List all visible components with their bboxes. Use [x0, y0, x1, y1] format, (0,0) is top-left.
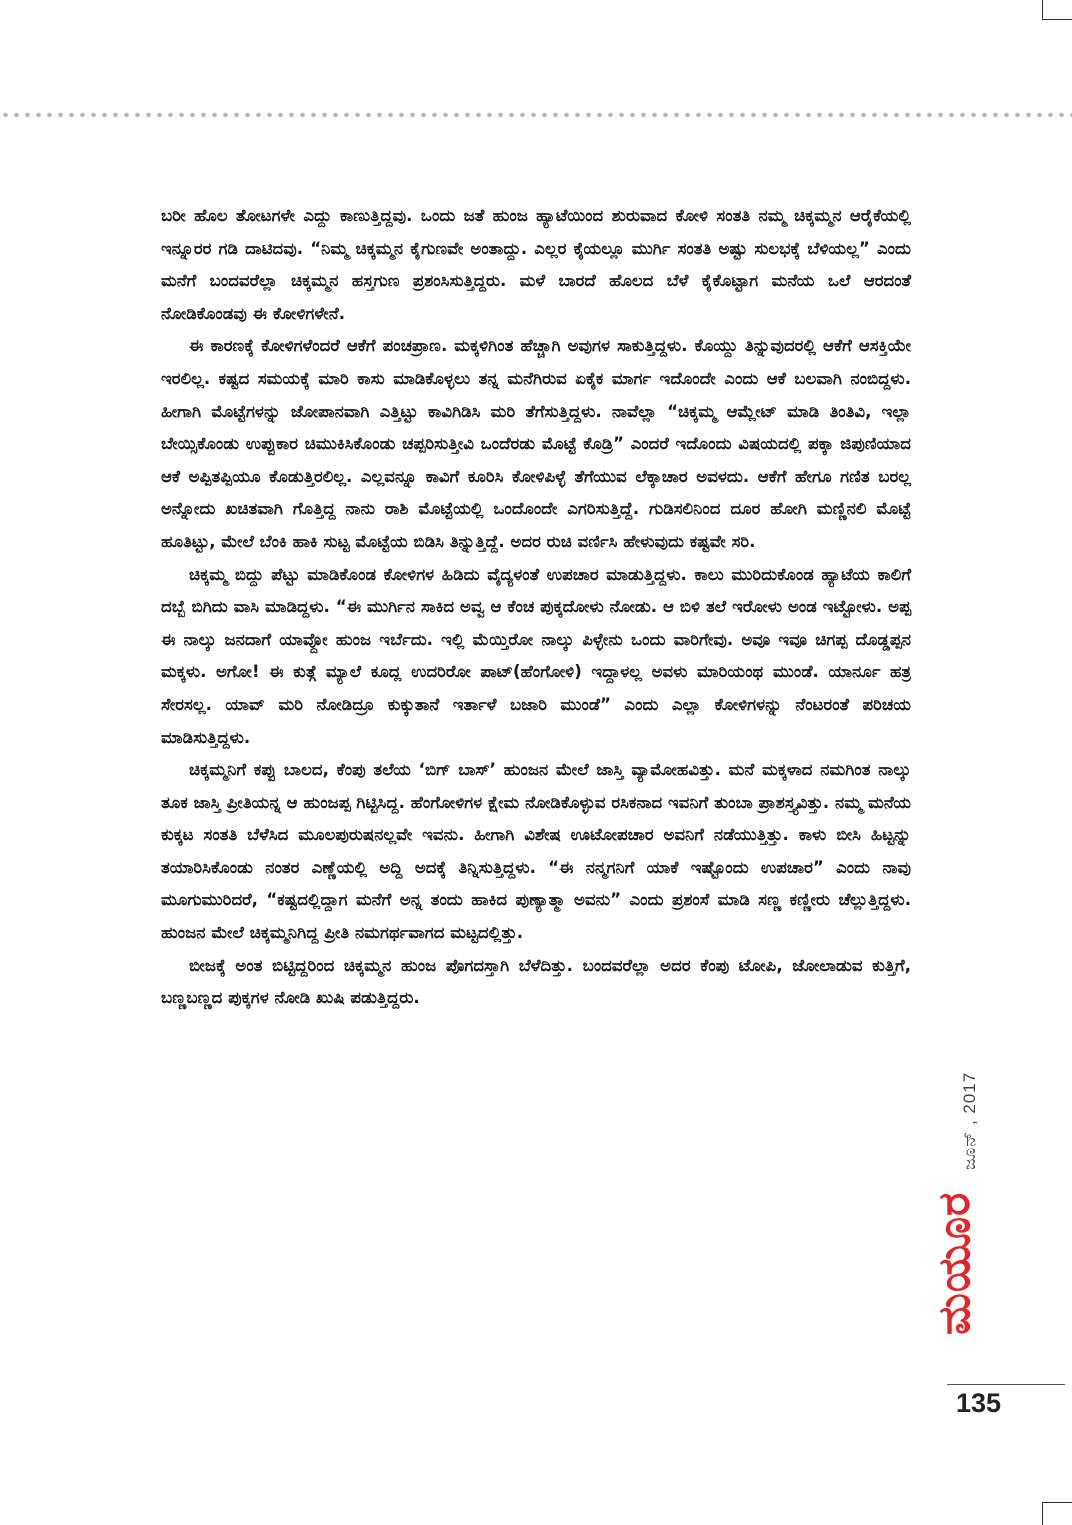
article-paragraph-2: ಈ ಕಾರಣಕ್ಕೆ ಕೋಳಿಗಳೆಂದರೆ ಆಕೆಗೆ ಪಂಚಪ್ರಾಣ. ಮಕ್ಕಳಿಗಿಂತ ಹೆಚ್ಚಾಗಿ ಅವುಗಳ ಸಾಕುತ್ತಿದ್ದಳು. ಕೊಯ್ದು ತಿನ್ನುವುದರಲ್ಲಿ ಆಕೆಗೆ ಆಸಕ್ತಿಯೇ ಇರಲಿಲ್ಲ. ಕಷ್ಟದ ಸಮಯಕ್ಕೆ ಮಾರಿ ಕಾಸು ಮಾಡಿಕೊಳ್ಳಲು ತನ್ನ ಮನೆಗಿರುವ ಏಕೈಕ ಮಾರ್ಗ ಇದೊಂದೇ ಎಂದು ಆಕೆ ಬಲವಾಗಿ ನಂಬಿದ್ದಳು. ಹೀಗಾಗಿ ಮೊಟ್ಟೆಗಳನ್ನು ಜೋಪಾನವಾಗಿ ಎತ್ತಿಟ್ಟು ಕಾವಿಗಿಡಿಸಿ ಮರಿ ತೆಗೆಸುತ್ತಿದ್ದಳು. ನಾವೆಲ್ಲಾ “ಚಿಕ್ಕಮ್ಮ ಆಮ್ಲೇಟ್ ಮಾಡಿ ತಿಂತಿವಿ, ಇಲ್ಲಾ ಬೇಯ್ಸಿಕೊಂಡು ಉಪ್ಪುಕಾರ ಚಿಮುಕಿಸಿಕೊಂಡು ಚಪ್ಪರಿಸುತ್ತೀವಿ ಒಂದೆರಡು ಮೊಟ್ಟೆ ಕೊಡ್ರಿ” ಎಂದರೆ ಇದೊಂದು ವಿಷಯದಲ್ಲಿ ಪಕ್ಕಾ ಜಿಪುಣಿಯಾದ ಆಕೆ ಅಪ್ಪಿತಪ್ಪಿಯೂ ಕೊಡುತ್ತಿರಲಿಲ್ಲ. ಎಲ್ಲವನ್ನೂ ಕಾವಿಗೆ ಕೂರಿಸಿ ಕೋಳಿಪಿಳ್ಳೆ ತೆಗೆಯುವ ಲೆಕ್ಕಾಚಾರ ಅವಳದು. ಆಕೆಗೆ ಹೇಗೂ ಗಣಿತ ಬರಲ್ಲ ಅನ್ನೋದು ಖಚಿತವಾಗಿ ಗೊತ್ತಿದ್ದ ನಾನು ರಾಶಿ ಮೊಟ್ಟೆಯಲ್ಲಿ ಒಂದೊಂದೇ ಎಗರಿಸುತ್ತಿದ್ದೆ. ಗುಡಿಸಲಿನಿಂದ ದೂರ ಹೋಗಿ ಮಣ್ಣಿನಲಿ ಮೊಟ್ಟೆ ಹೂತಿಟ್ಟು, ಮೇಲೆ ಬೆಂಕಿ ಹಾಕಿ ಸುಟ್ಟ ಮೊಟ್ಟೆಯ ಬಿಡಿಸಿ ತಿನ್ನುತ್ತಿದ್ದೆ. ಅದರ ರುಚಿ ವರ್ಣಿಸಿ ಹೇಳುವುದು ಕಷ್ಟವೇ ಸರಿ.: [161, 336, 911, 551]
page-number-rule: [947, 1384, 1065, 1385]
page-number: 135: [956, 1388, 1002, 1418]
article-paragraph-5: ಬೀಜಕ್ಕೆ ಅಂತ ಬಿಟ್ಟಿದ್ದರಿಂದ ಚಿಕ್ಕಮ್ಮನ ಹುಂಜ ಪೊಗದಸ್ತಾಗಿ ಬೆಳೆದಿತ್ತು. ಬಂದವರೆಲ್ಲಾ ಅದರ ಕೆಂಪು ಟೋಪಿ, ಜೋಲಾಡುವ ಕುತ್ತಿಗೆ, ಬಣ್ಣಬಣ್ಣದ ಪುಕ್ಕಗಳ ನೋಡಿ ಖುಷಿ ಪಡುತ್ತಿದ್ದರು.: [161, 955, 911, 1008]
article-paragraph-3: ಚಿಕ್ಕಮ್ಮ ಬಿದ್ದು ಪೆಟ್ಟು ಮಾಡಿಕೊಂಡ ಕೋಳಿಗಳ ಹಿಡಿದು ವೈದ್ಯಳಂತೆ ಉಪಚಾರ ಮಾಡುತ್ತಿದ್ದಳು. ಕಾಲು ಮುರಿದುಕೊಂಡ ಹ್ಯಾಟೆಯ ಕಾಲಿಗೆ ದಬ್ಬೆ ಬಿಗಿದು ವಾಸಿ ಮಾಡಿದ್ದಳು. “ಈ ಮುರ್ಗಿನ ಸಾಕಿದ ಅವ್ವ ಆ ಕೆಂಚ ಪುಕ್ಕದೋಳು ನೋಡು. ಆ ಬಿಳಿ ತಲೆ ಇರೋಳು ಅಂಡ ಇಟ್ಟೋಳು. ಅಪ್ಪ ಈ ನಾಲ್ಕು ಜನದಾಗೆ ಯಾವ್ದೋ ಹುಂಜ ಇರ್ಬೆದು. ಇಲ್ಲಿ ಮೆಯ್ತಿರೋ ನಾಲ್ಕು ಪಿಳ್ಳೇನು ಒಂದು ವಾರಿಗೇವು. ಅವೂ ಇವೂ ಚಿಗಪ್ಪ ದೊಡ್ಡಪ್ಪನ ಮಕ್ಕಳು. ಅಗೋ! ಈ ಕುತ್ಗೆ ಮ್ಯಾಲೆ ಕೂದ್ಲ ಉದರಿರೋ ಪಾಟ್(ಹೆಂಗೋಳಿ) ಇದ್ದಾಳಲ್ಲ ಅವಳು ಮಾರಿಯಂಥ ಮುಂಡೆ. ಯಾರ್ನೂ ಹತ್ರ ಸೇರಸಲ್ಲ. ಯಾವ್ ಮರಿ ನೋಡಿದ್ರೂ ಕುಕ್ಕುತಾನೆ ಇರ್ತಾಳೆ ಬಜಾರಿ ಮುಂಡೆ” ಎಂದು ಎಲ್ಲಾ ಕೋಳಿಗಳನ್ನು ನೆಂಟರಂತೆ ಪರಿಚಯ ಮಾಡಿಸುತ್ತಿದ್ದಳು.: [161, 564, 911, 747]
crop-mark-bottom-right-horizontal: [1042, 1502, 1072, 1503]
article-paragraph-1: ಬರೀ ಹೊಲ ತೋಟಗಳೇ ಎದ್ದು ಕಾಣುತ್ತಿದ್ದವು. ಒಂದು ಜತೆ ಹುಂಜ ಹ್ಯಾಟೆಯಿಂದ ಶುರುವಾದ ಕೋಳಿ ಸಂತತಿ ನಮ್ಮ ಚಿಕ್ಕಮ್ಮನ ಆರೈಕೆಯಲ್ಲಿ ಇನ್ನೂರರ ಗಡಿ ದಾಟಿದವು. “ನಿಮ್ಮ ಚಿಕ್ಕಮ್ಮನ ಕೈಗುಣವೇ ಅಂತಾದ್ದು. ಎಲ್ಲರ ಕೈಯಲ್ಲೂ ಮುರ್ಗಿ ಸಂತತಿ ಅಷ್ಟು ಸುಲಭಕ್ಕೆ ಬೆಳಿಯಲ್ಲ” ಎಂದು ಮನೆಗೆ ಬಂದವರೆಲ್ಲಾ ಚಿಕ್ಕಮ್ಮನ ಹಸ್ತಗುಣ ಪ್ರಶಂಸಿಸುತ್ತಿದ್ದರು. ಮಳೆ ಬಾರದೆ ಹೊಲದ ಬೆಳೆ ಕೈಕೊಟ್ಟಾಗ ಮನೆಯ ಒಲೆ ಆರದಂತೆ ನೋಡಿಕೊಂಡವು ಈ ಕೋಳಿಗಳೇನೆ.: [161, 206, 911, 323]
article-paragraph-4: ಚಿಕ್ಕಮ್ಮನಿಗೆ ಕಪ್ಪು ಬಾಲದ, ಕೆಂಪು ತಲೆಯ ‘ಬಿಗ್ ಬಾಸ್’ ಹುಂಜನ ಮೇಲೆ ಜಾಸ್ತಿ ವ್ಯಾಮೋಹವಿತ್ತು. ಮನೆ ಮಕ್ಕಳಾದ ನಮಗಿಂತ ನಾಲ್ಕು ತೂಕ ಜಾಸ್ತಿ ಪ್ರೀತಿಯನ್ನ ಆ ಹುಂಜಪ್ಪ ಗಿಟ್ಟಿಸಿದ್ದ. ಹೆಂಗೋಳಿಗಳ ಕ್ಷೇಮ ನೋಡಿಕೊಳ್ಳುವ ರಸಿಕನಾದ ಇವನಿಗೆ ತುಂಬಾ ಪ್ರಾಶಸ್ತ್ಯವಿತ್ತು. ನಮ್ಮ ಮನೆಯ ಕುಕ್ಕಟ ಸಂತತಿ ಬೆಳೆಸಿದ ಮೂಲಪುರುಷನಲ್ಲವೇ ಇವನು. ಹೀಗಾಗಿ ವಿಶೇಷ ಊಟೋಪಚಾರ ಅವನಿಗೆ ನಡೆಯುತ್ತಿತ್ತು. ಕಾಳು ಬೀಸಿ ಹಿಟ್ಟನ್ನು ತಯಾರಿಸಿಕೊಂಡು ನಂತರ ಎಣ್ಣೆಯಲ್ಲಿ ಅದ್ದಿ ಅದಕ್ಕೆ ತಿನ್ನಿಸುತ್ತಿದ್ದಳು. “ಈ ನನ್ಮಗನಿಗೆ ಯಾಕೆ ಇಷ್ಟೊಂದು ಉಪಚಾರ” ಎಂದು ನಾವು ಮೂಗುಮುರಿದರೆ, “ಕಷ್ಟದಲ್ಲಿದ್ದಾಗ ಮನೆಗೆ ಅನ್ನ ತಂದು ಹಾಕಿದ ಪುಣ್ಯಾತ್ಮಾ ಅವನು” ಎಂದು ಪ್ರಶಂಸೆ ಮಾಡಿ ಸಣ್ಣ ಕಣ್ಣೀರು ಚೆಲ್ಲುತ್ತಿದ್ದಳು. ಹುಂಜನ ಮೇಲೆ ಚಿಕ್ಕಮ್ಮನಿಗಿದ್ದ ಪ್ರೀತಿ ನಮಗರ್ಥವಾಗದ ಮಟ್ಟದಲ್ಲಿತ್ತು.: [161, 760, 911, 943]
magazine-logo: ಮಯೂರ: [929, 1191, 980, 1335]
dotted-separator: [0, 112, 1072, 118]
issue-date: ಜೂನ್ , 2017: [960, 1071, 979, 1170]
crop-mark-top-right-horizontal: [1042, 19, 1072, 20]
crop-mark-top-right-vertical: [1042, 0, 1043, 20]
crop-mark-bottom-right-vertical: [1042, 1502, 1043, 1525]
article-body: [161, 200, 911, 1015]
